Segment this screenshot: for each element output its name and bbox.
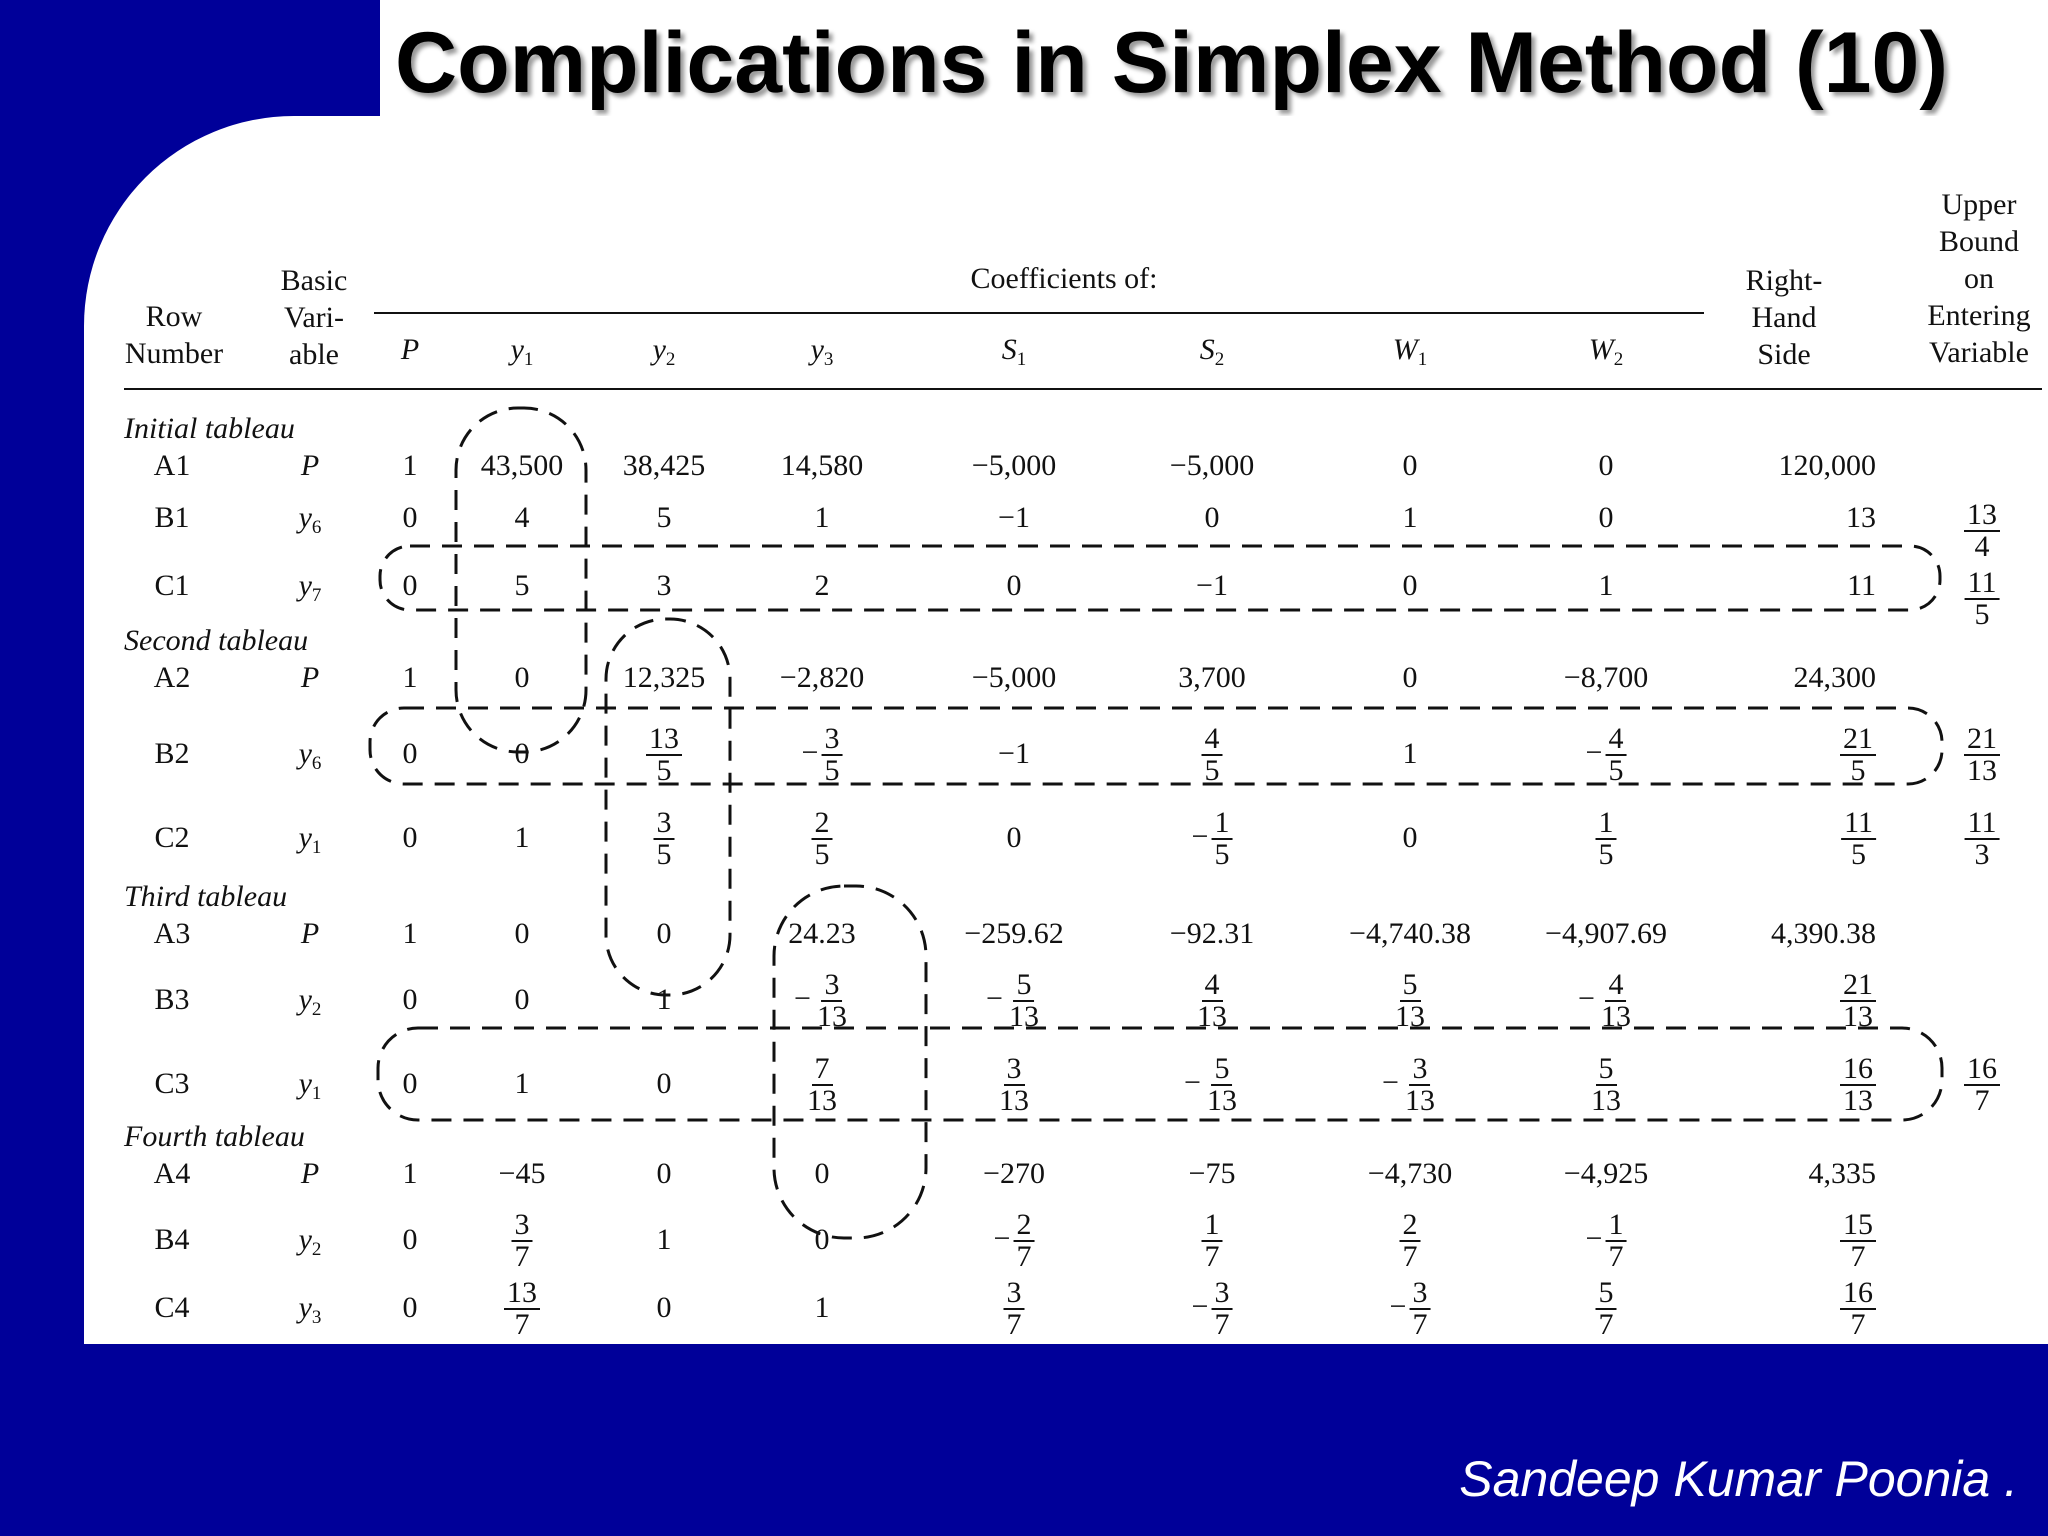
- coefficient-cell: 0: [514, 917, 530, 950]
- column-header-s2: $S_2$: [1199, 333, 1225, 370]
- coefficient-cell: 0: [1402, 661, 1418, 694]
- upper-bound-cell: $\frac{13}{4}$: [1964, 500, 2000, 562]
- coefficient-cell: $\frac{5}{13}$: [1591, 1052, 1621, 1117]
- column-header-y2: $y_2$: [652, 333, 676, 370]
- coefficient-cell: −92.31: [1169, 917, 1255, 950]
- coefficient-cell: 0: [1402, 449, 1418, 482]
- coefficient-cell: 0: [402, 1223, 418, 1256]
- coefficient-cell: 5: [656, 501, 672, 534]
- coefficient-cell: 0: [402, 737, 418, 770]
- coefficient-cell: $\frac{13}{7}$: [504, 1278, 540, 1340]
- basic-variable: $y_6$: [298, 737, 322, 774]
- coefficient-cell: − $\frac{4}{5}$: [1586, 724, 1627, 786]
- header-basic-line2: Vari-: [284, 301, 344, 334]
- coefficient-cell: $\frac{2}{5}$: [812, 808, 833, 870]
- coefficient-cell: 0: [1402, 821, 1418, 854]
- coefficient-cell: −2,820: [779, 661, 865, 694]
- pivot-column-loop-3: [774, 886, 926, 1238]
- upper-bound-cell: $\frac{16}{7}$: [1964, 1054, 2000, 1116]
- pivot-annotations: [84, 116, 2048, 1344]
- rhs-cell: $\frac{21}{13}$: [1840, 970, 1876, 1032]
- coefficient-cell: − $\frac{3}{7}$: [1192, 1278, 1233, 1340]
- rhs-cell: 120,000: [1778, 449, 1876, 482]
- coefficient-cell: −4,740.38: [1349, 917, 1471, 950]
- row-number: A4: [153, 1157, 191, 1190]
- pivot-column-loop-1: [456, 408, 586, 752]
- coefficient-cell: 0: [514, 661, 530, 694]
- coefficient-cell: 0: [1402, 569, 1418, 602]
- column-header-y1: $y_1$: [510, 333, 534, 370]
- coefficient-cell: − $\frac{4}{13}$: [1578, 968, 1631, 1033]
- header-rhs-line3: Side: [1757, 338, 1811, 371]
- coefficient-cell: − $\frac{3}{13}$: [794, 968, 847, 1033]
- header-row-number-line2: Number: [124, 337, 224, 370]
- coefficient-cell: 12,325: [622, 661, 706, 694]
- row-number: C1: [154, 569, 190, 602]
- basic-variable: P: [300, 661, 320, 694]
- coefficient-cell: $\frac{13}{5}$: [646, 724, 682, 786]
- upper-bound-cell: $\frac{11}{5}$: [1965, 568, 2000, 630]
- basic-variable: P: [300, 917, 320, 950]
- row-number: C3: [154, 1067, 190, 1100]
- row-number: A2: [153, 661, 191, 694]
- header-basic-line3: able: [289, 338, 339, 371]
- coefficient-cell: −5,000: [971, 449, 1057, 482]
- header-ub-line1: Upper: [1941, 188, 2017, 221]
- header-coefficients-of: Coefficients of:: [970, 262, 1158, 295]
- coefficient-cell: 0: [656, 1157, 672, 1190]
- row-number: A1: [153, 449, 191, 482]
- column-header-y3: $y_3$: [810, 333, 834, 370]
- pivot-column-loop-2: [606, 619, 730, 995]
- simplex-tableau-table: [84, 116, 2048, 1344]
- coefficient-cell: $\frac{3}{7}$: [1004, 1278, 1025, 1340]
- row-number: C4: [154, 1291, 190, 1324]
- basic-variable: $y_2$: [298, 983, 322, 1020]
- header-ub-line2: Bound: [1938, 225, 2019, 258]
- row-number: A3: [153, 917, 191, 950]
- coefficient-cell: $\frac{3}{5}$: [654, 808, 675, 870]
- rhs-cell: $\frac{15}{7}$: [1840, 1210, 1876, 1272]
- header-basic-line1: Basic: [280, 264, 348, 297]
- coefficient-cell: 0: [402, 983, 418, 1016]
- coefficient-cell: − $\frac{5}{13}$: [986, 968, 1039, 1033]
- coefficient-cell: 0: [1006, 821, 1022, 854]
- coefficient-cell: −4,907.69: [1545, 917, 1667, 950]
- row-number: B2: [154, 737, 190, 770]
- coefficient-cell: 0: [402, 1291, 418, 1324]
- coefficient-cell: $\frac{3}{13}$: [999, 1052, 1029, 1117]
- coefficient-cell: $\frac{4}{5}$: [1202, 724, 1223, 786]
- coefficient-cell: 4: [514, 501, 530, 534]
- basic-variable: $y_7$: [298, 569, 322, 606]
- pivot-row-loop-3: [378, 1028, 1942, 1120]
- coefficient-cell: − $\frac{3}{7}$: [1390, 1278, 1431, 1340]
- coefficient-cell: $\frac{1}{5}$: [1596, 808, 1617, 870]
- coefficient-cell: $\frac{1}{7}$: [1202, 1210, 1223, 1272]
- header-ub-line3: on: [1964, 262, 1994, 295]
- basic-variable: $y_1$: [298, 821, 322, 858]
- coefficient-cell: − $\frac{1}{5}$: [1192, 808, 1233, 870]
- coefficient-cell: 38,425: [622, 449, 706, 482]
- author-credit: Sandeep Kumar Poonia .: [1459, 1451, 2018, 1507]
- rhs-cell: 4,335: [1808, 1157, 1876, 1190]
- coefficient-cell: 1: [402, 1157, 418, 1190]
- coefficient-cell: 0: [814, 1223, 830, 1256]
- rhs-cell: $\frac{11}{5}$: [1841, 808, 1876, 870]
- coefficient-cell: 0: [1598, 501, 1614, 534]
- coefficient-cell: − $\frac{5}{13}$: [1184, 1052, 1237, 1117]
- coefficient-cell: −45: [498, 1157, 546, 1190]
- coefficient-cell: 3,700: [1178, 661, 1246, 694]
- coefficient-cell: 0: [656, 917, 672, 950]
- coefficient-cell: 5: [514, 569, 530, 602]
- section-title: Second tableau: [124, 624, 309, 657]
- coefficient-cell: $\frac{2}{7}$: [1400, 1210, 1421, 1272]
- coefficient-cell: −1: [1196, 569, 1228, 602]
- coefficient-cell: 1: [656, 1223, 672, 1256]
- basic-variable: $y_2$: [298, 1223, 322, 1260]
- coefficient-cell: $\frac{5}{13}$: [1395, 968, 1425, 1033]
- coefficient-cell: 1: [814, 501, 830, 534]
- coefficient-cell: 0: [1598, 449, 1614, 482]
- row-number: B1: [154, 501, 190, 534]
- coefficient-cell: 2: [814, 569, 830, 602]
- row-number: B3: [154, 983, 190, 1016]
- coefficient-cell: −4,730: [1367, 1157, 1453, 1190]
- section-title: Initial tableau: [124, 412, 295, 445]
- upper-bound-cell: $\frac{21}{13}$: [1964, 724, 2000, 786]
- coefficient-cell: 0: [402, 1067, 418, 1100]
- column-header-w2: $W_2$: [1588, 333, 1624, 370]
- coefficient-cell: −5,000: [971, 661, 1057, 694]
- upper-bound-cell: $\frac{11}{3}$: [1965, 808, 2000, 870]
- coefficient-cell: 0: [402, 821, 418, 854]
- basic-variable: $y_6$: [298, 501, 322, 538]
- coefficient-cell: 1: [1402, 737, 1418, 770]
- rhs-cell: 11: [1847, 569, 1876, 602]
- row-number: C2: [154, 821, 190, 854]
- coefficient-cell: $\frac{4}{13}$: [1197, 968, 1227, 1033]
- coefficient-cell: 0: [402, 569, 418, 602]
- rhs-cell: $\frac{21}{5}$: [1840, 724, 1876, 786]
- coefficient-cell: 0: [656, 1067, 672, 1100]
- coefficient-cell: 1: [402, 661, 418, 694]
- coefficient-cell: 0: [814, 1157, 830, 1190]
- section-title: Third tableau: [124, 880, 288, 913]
- coefficient-cell: $\frac{5}{7}$: [1596, 1278, 1617, 1340]
- rhs-cell: 24,300: [1793, 661, 1876, 694]
- rhs-cell: $\frac{16}{7}$: [1840, 1278, 1876, 1340]
- coefficient-cell: 0: [1006, 569, 1022, 602]
- coefficient-cell: $\frac{3}{7}$: [512, 1210, 533, 1272]
- coefficient-cell: 0: [514, 983, 530, 1016]
- coefficient-cell: − $\frac{1}{7}$: [1586, 1210, 1627, 1272]
- coefficient-cell: −259.62: [964, 917, 1064, 950]
- rhs-cell: $\frac{16}{13}$: [1840, 1054, 1876, 1116]
- coefficient-cell: 24.23: [788, 917, 856, 950]
- coefficient-cell: 1: [514, 1067, 530, 1100]
- column-header-s1: $S_1$: [1001, 333, 1027, 370]
- coefficient-cell: $\frac{7}{13}$: [807, 1052, 837, 1117]
- header-ub-line5: Variable: [1929, 336, 2029, 369]
- pivot-row-loop-1: [380, 546, 1940, 610]
- coefficient-cell: 1: [514, 821, 530, 854]
- coefficient-cell: −1: [998, 501, 1030, 534]
- coefficient-cell: −4,925: [1563, 1157, 1649, 1190]
- basic-variable: P: [300, 449, 320, 482]
- header-ub-line4: Entering: [1927, 299, 2031, 332]
- coefficient-cell: 3: [656, 569, 672, 602]
- coefficient-cell: 14,580: [780, 449, 864, 482]
- rhs-cell: 13: [1846, 501, 1876, 534]
- coefficient-cell: 1: [402, 449, 418, 482]
- coefficient-cell: 0: [402, 501, 418, 534]
- column-header-p: P: [400, 333, 420, 366]
- coefficient-cell: −5,000: [1169, 449, 1255, 482]
- basic-variable: P: [300, 1157, 320, 1190]
- column-header-w1: $W_1$: [1392, 333, 1428, 370]
- coefficient-cell: −75: [1188, 1157, 1236, 1190]
- coefficient-cell: 0: [656, 1291, 672, 1324]
- section-title: Fourth tableau: [124, 1120, 305, 1153]
- row-number: B4: [154, 1223, 190, 1256]
- slide-title: Complications in Simplex Method (10): [395, 15, 1948, 111]
- coefficient-cell: −1: [998, 737, 1030, 770]
- coefficient-cell: 0: [514, 737, 530, 770]
- coefficient-cell: − $\frac{3}{13}$: [1382, 1052, 1435, 1117]
- coefficient-cell: − $\frac{2}{7}$: [994, 1210, 1035, 1272]
- coefficient-cell: 43,500: [480, 449, 564, 482]
- coefficient-cell: 1: [1598, 569, 1614, 602]
- coefficient-cell: −8,700: [1563, 661, 1649, 694]
- header-rhs-line2: Hand: [1751, 301, 1817, 334]
- basic-variable: $y_1$: [298, 1067, 322, 1104]
- coefficient-cell: 1: [402, 917, 418, 950]
- header-row-number-line1: Row: [145, 300, 203, 333]
- coefficient-cell: 1: [656, 983, 672, 1016]
- coefficient-cell: 1: [814, 1291, 830, 1324]
- rhs-cell: 4,390.38: [1771, 917, 1876, 950]
- coefficient-cell: 1: [1402, 501, 1418, 534]
- coefficient-cell: −270: [983, 1157, 1045, 1190]
- basic-variable: $y_3$: [298, 1291, 322, 1328]
- coefficient-cell: 0: [1204, 501, 1220, 534]
- coefficient-cell: − $\frac{3}{5}$: [802, 724, 843, 786]
- header-rhs-line1: Right-: [1745, 264, 1823, 297]
